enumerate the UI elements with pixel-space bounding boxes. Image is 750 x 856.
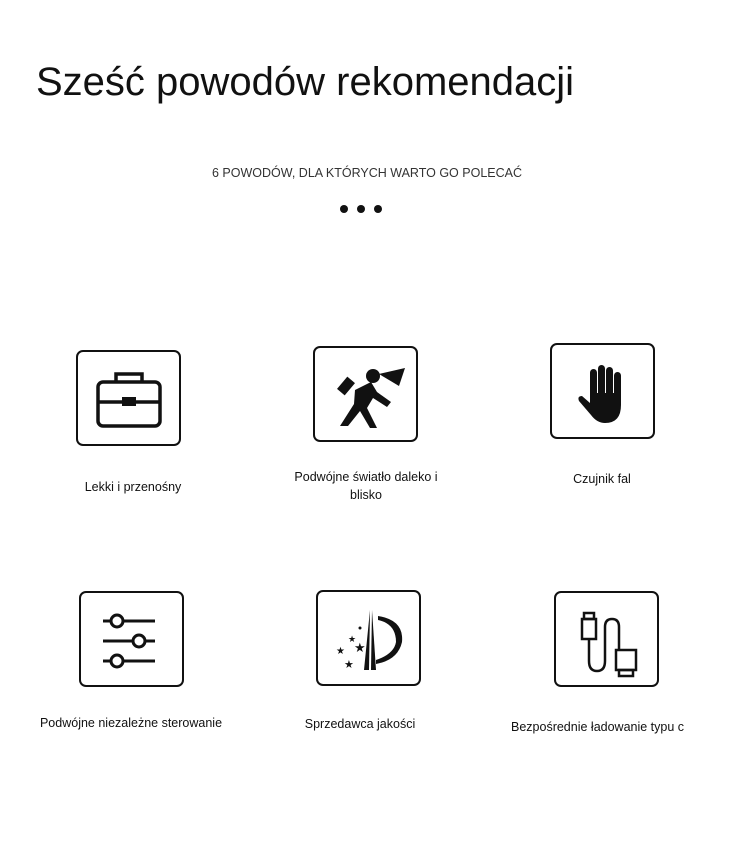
feature-label: Czujnik fal bbox=[573, 472, 631, 486]
feature-label: Bezpośrednie ładowanie typu c bbox=[511, 720, 685, 734]
quality-seal-icon bbox=[316, 590, 421, 686]
svg-text:★: ★ bbox=[348, 634, 357, 644]
svg-text:★: ★ bbox=[336, 646, 345, 657]
dots-divider bbox=[340, 205, 382, 213]
feature-label: Lekki i przenośny bbox=[84, 480, 182, 494]
feature-label: Podwójne niezależne sterowanie bbox=[39, 716, 223, 730]
feature-label: blisko bbox=[350, 488, 382, 502]
sliders-icon bbox=[79, 591, 184, 687]
feature-label: Sprzedawca jakości bbox=[304, 717, 416, 731]
briefcase-icon bbox=[76, 350, 181, 446]
page-title: Sześć powodów rekomendacji bbox=[36, 60, 575, 104]
miner-headlamp-icon bbox=[313, 346, 418, 442]
svg-text:★: ★ bbox=[354, 640, 366, 655]
feature-label: Podwójne światło daleko i bbox=[294, 470, 438, 484]
svg-text:★: ★ bbox=[344, 659, 354, 671]
hand-icon bbox=[550, 343, 655, 439]
usb-c-cable-icon bbox=[554, 591, 659, 687]
subtitle: 6 POWODÓW, DLA KTÓRYCH WARTO GO POLECAĆ bbox=[211, 166, 522, 180]
